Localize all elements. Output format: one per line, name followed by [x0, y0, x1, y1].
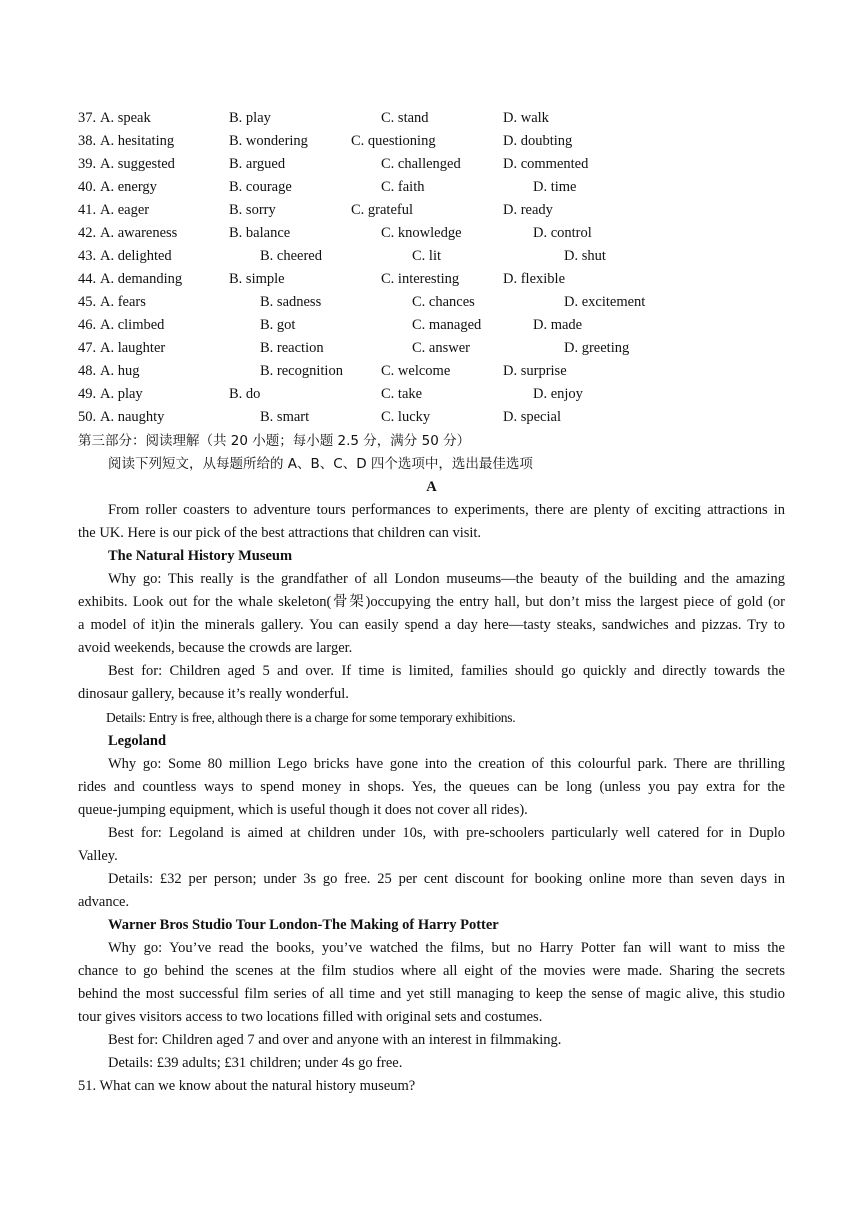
warner-title: Warner Bros Studio Tour London-The Making of Harry Potter: [108, 917, 499, 933]
option-b: B. wondering: [229, 133, 308, 149]
warner-details: Details: £39 adults; £31 children; under 4s go free.: [108, 1055, 403, 1071]
museum-best-line: dinosaur gallery, because it’s really wonderful.: [78, 686, 349, 702]
question-number: 39.: [78, 156, 97, 172]
warner-why-line: tour gives visitors access to two locations filled with original sets and costumes.: [78, 1009, 543, 1025]
museum-why-line: Why go: This really is the grandfather of all London museums—the beauty of the building and the amazing: [108, 571, 785, 587]
option-a: A. climbed: [100, 317, 165, 333]
legoland-title: Legoland: [108, 733, 167, 749]
legoland-why-line: rides and countless ways to spend money in shops. Yes, the queues can be long (unless you pay extra for the: [78, 779, 785, 795]
option-b: B. sadness: [260, 294, 322, 310]
question-number: 48.: [78, 363, 97, 379]
option-b: B. courage: [229, 179, 292, 195]
option-b: B. play: [229, 110, 271, 126]
option-b: B. do: [229, 386, 261, 402]
warner-why-line: Why go: You’ve read the books, you’ve watched the films, but no Harry Potter fan will want to miss the: [108, 940, 785, 956]
museum-details: Details: Entry is free, although there is a charge for some temporary exhibitions.: [106, 710, 516, 725]
question-number: 50.: [78, 409, 97, 425]
option-b: B. cheered: [260, 248, 322, 264]
legoland-details-line: Details: £32 per person; under 3s go free. 25 per cent discount for booking online more than seven days in: [108, 871, 785, 887]
option-c: C. interesting: [381, 271, 460, 287]
option-c: C. managed: [412, 317, 482, 333]
legoland-best-line: Best for: Legoland is aimed at children under 10s, with pre-schoolers particularly well catered for in Duplo: [108, 825, 785, 841]
museum-title: The Natural History Museum: [108, 548, 293, 564]
warner-best: Best for: Children aged 7 and over and anyone with an interest in filmmaking.: [108, 1032, 562, 1048]
legoland-details-line: advance.: [78, 894, 130, 910]
option-d: D. excitement: [564, 294, 646, 310]
option-d: D. greeting: [564, 340, 630, 356]
option-a: A. play: [100, 386, 143, 402]
question-number: 44.: [78, 271, 97, 287]
option-b: B. smart: [260, 409, 310, 425]
question-number: 47.: [78, 340, 97, 356]
option-b: B. argued: [229, 156, 286, 172]
option-c: C. questioning: [351, 133, 436, 149]
legoland-why-line: queue-jumping equipment, which is useful though it does not cover all rides).: [78, 802, 528, 818]
legoland-why-line: Why go: Some 80 million Lego bricks have gone into the creation of this colourful park. There are thrilling: [108, 756, 785, 772]
option-a: A. energy: [100, 179, 157, 195]
option-b: B. simple: [229, 271, 285, 287]
museum-why-line: a model of it)in the minerals gallery. You can easily spend a day here—tasty steaks, sandwiches and pizzas. Try to: [78, 617, 785, 633]
museum-why-line: exhibits. Look out for the whale skeleton(骨架)occupying the entry hall, but don’t miss the largest piece of gold (or: [78, 594, 785, 610]
option-c: C. lit: [412, 248, 442, 264]
museum-best-line: Best for: Children aged 5 and over. If time is limited, families should go quickly and directly towards the: [108, 663, 785, 679]
option-c: C. lucky: [381, 409, 431, 425]
option-c: C. take: [381, 386, 423, 402]
option-c: C. answer: [412, 340, 470, 356]
option-a: A. speak: [100, 110, 151, 126]
option-c: C. faith: [381, 179, 425, 195]
option-a: A. hesitating: [100, 133, 175, 149]
option-c: C. challenged: [381, 156, 461, 172]
question-number: 38.: [78, 133, 97, 149]
question-number: 41.: [78, 202, 97, 218]
passage-letter: A: [426, 479, 437, 495]
option-d: D. shut: [564, 248, 606, 264]
option-b: B. sorry: [229, 202, 276, 218]
question-number: 42.: [78, 225, 97, 241]
legoland-best-line: Valley.: [78, 848, 118, 864]
question-51: 51. What can we know about the natural history museum?: [78, 1078, 416, 1094]
option-a: A. suggested: [100, 156, 175, 172]
option-a: A. laughter: [100, 340, 166, 356]
option-c: C. stand: [381, 110, 429, 126]
intro-line: the UK. Here is our pick of the best attractions that children can visit.: [78, 525, 482, 541]
option-c: C. welcome: [381, 363, 451, 379]
section-instruction: 阅读下列短文，从每题所给的 A、B、C、D 四个选项中，选出最佳选项: [108, 456, 533, 472]
option-d: D. made: [533, 317, 583, 333]
option-d: D. flexible: [503, 271, 566, 287]
option-a: A. naughty: [100, 409, 165, 425]
museum-why-line: avoid weekends, because the crowds are larger.: [78, 640, 353, 656]
option-a: A. demanding: [100, 271, 183, 287]
warner-why-line: chance to go behind the scenes at the film studios where all eight of the movies were made. Sharing the secrets: [78, 963, 785, 979]
option-d: D. commented: [503, 156, 589, 172]
warner-why-line: behind the most successful film series of all time and yet still managing to keep the sense of magic alive, this studio: [78, 986, 785, 1002]
option-d: D. time: [533, 179, 577, 195]
option-b: B. recognition: [260, 363, 343, 379]
option-a: A. delighted: [100, 248, 172, 264]
option-c: C. knowledge: [381, 225, 462, 241]
question-number: 49.: [78, 386, 97, 402]
option-d: D. control: [533, 225, 592, 241]
option-a: A. eager: [100, 202, 150, 218]
option-a: A. awareness: [100, 225, 178, 241]
question-number: 45.: [78, 294, 97, 310]
option-d: D. ready: [503, 202, 553, 218]
option-b: B. got: [260, 317, 296, 333]
option-a: A. hug: [100, 363, 140, 379]
question-number: 40.: [78, 179, 97, 195]
question-number: 46.: [78, 317, 97, 333]
section-heading: 第三部分：阅读理解（共 20 小题；每小题 2.5 分，满分 50 分）: [78, 433, 471, 449]
option-d: D. enjoy: [533, 386, 583, 402]
option-d: D. doubting: [503, 133, 573, 149]
question-number: 43.: [78, 248, 97, 264]
option-d: D. surprise: [503, 363, 567, 379]
intro-line: From roller coasters to adventure tours performances to experiments, there are plenty of exciting attractions in: [108, 502, 785, 518]
option-a: 37.: [78, 110, 97, 126]
option-c: C. chances: [412, 294, 475, 310]
option-c: C. grateful: [351, 202, 414, 218]
option-d: D. walk: [503, 110, 549, 126]
option-b: B. reaction: [260, 340, 324, 356]
option-b: B. balance: [229, 225, 291, 241]
option-a: A. fears: [100, 294, 146, 310]
option-d: D. special: [503, 409, 561, 425]
